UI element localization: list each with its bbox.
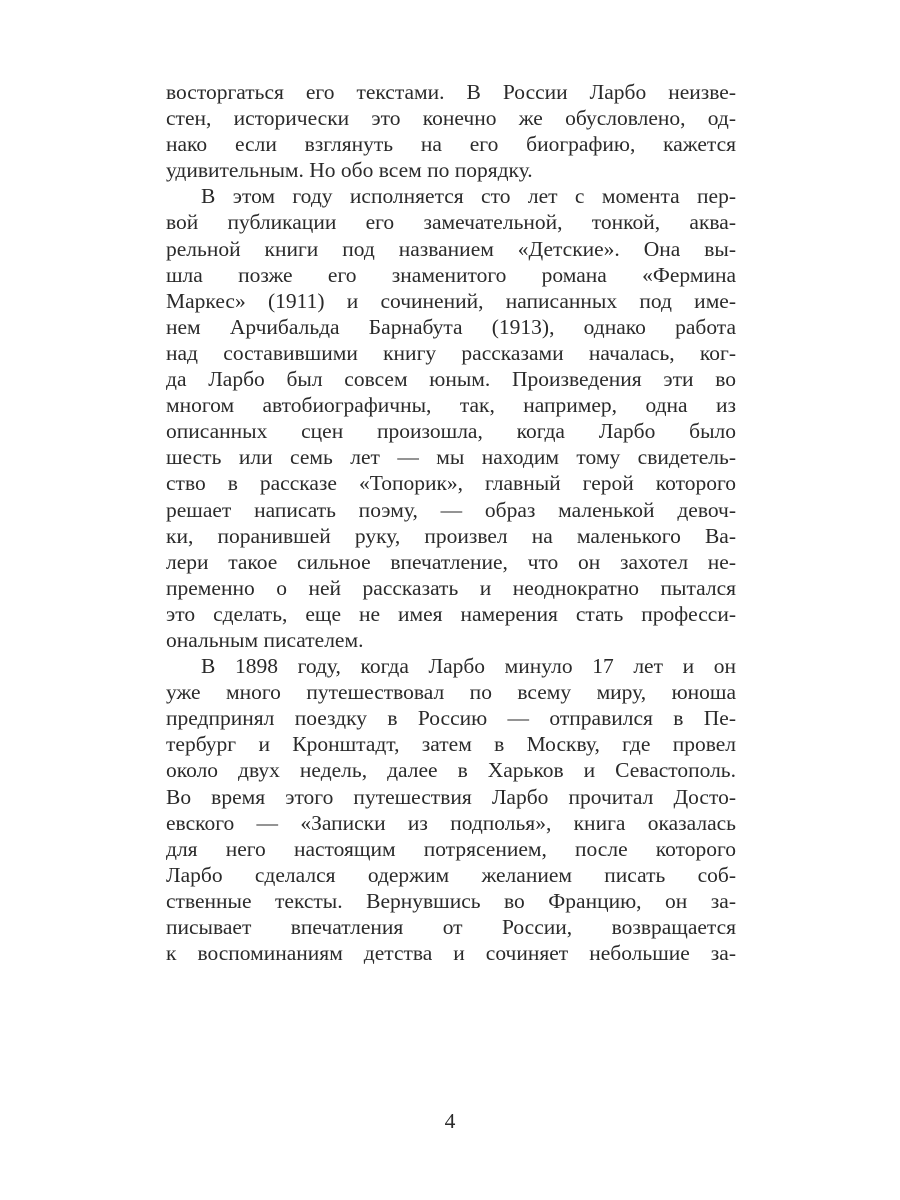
text-line: стен, исторически это конечно же обусловлено, од- [166,106,736,131]
text-line: Маркес» (1911) и сочинений, написанных под име- [166,288,736,313]
text-line: шла позже его знаменитого романа «Фермина [166,262,736,287]
text-line: вой публикации его замечательной, тонкой, аква- [166,210,736,235]
page-number: 4 [444,1109,456,1133]
page-body [166,79,736,966]
text-line: удивительным. Но обо всем по порядку. [166,158,533,183]
text-line: рельной книги под названием «Детские». Она вы- [166,236,736,261]
text-line: евского — «Записки из подполья», книга оказалась [166,810,736,835]
text-line: многом автобиографичны, так, например, одна из [166,393,736,418]
text-line: нако если взглянуть на его биографию, кажется [166,132,736,157]
text-line: пременно о ней рассказать и неоднократно пытался [166,575,736,600]
text-line: предпринял поездку в Россию — отправился в Пе- [166,706,736,731]
text-line: лери такое сильное впечатление, что он захотел не- [166,549,736,574]
text-line: писывает впечатления от России, возвращается [166,915,736,939]
text-line: восторгаться его текстами. В России Ларбо неизве- [166,80,736,104]
text-line: ственные тексты. Вернувшись во Францию, он за- [166,888,736,913]
text-line: к воспоминаниям детства и сочиняет небольшие за- [166,941,736,966]
text-line: тербург и Кронштадт, затем в Москву, где провел [166,732,736,757]
text-line: для него настоящим потрясением, после которого [166,836,736,861]
text-line: уже много путешествовал по всему миру, юноша [166,680,736,705]
text-line: В 1898 году, когда Ларбо минуло 17 лет и он [201,654,736,679]
text-line: ство в рассказе «Топорик», главный герой которого [166,471,736,496]
text-line: ональным писателем. [166,627,364,652]
text-line: Во время этого путешествия Ларбо прочитал Досто- [166,784,736,809]
text-line: В этом году исполняется сто лет с момента пер- [201,184,736,209]
text-line: шесть или семь лет — мы находим тому свидетель- [166,445,736,470]
text-line: решает написать поэму, — образ маленькой девоч- [166,497,736,522]
text-line: Ларбо сделался одержим желанием писать соб- [166,862,736,887]
text-line: около двух недель, далее в Харьков и Севастополь. [166,758,736,783]
text-line: над составившими книгу рассказами началась, ког- [166,340,736,365]
text-line: нем Арчибальда Барнабута (1913), однако работа [166,314,736,339]
text-line: это сделать, еще не имея намерения стать професси- [166,601,736,626]
text-line: да Ларбо был совсем юным. Произведения эти во [166,367,736,392]
text-line: ки, поранившей руку, произвел на маленького Ва- [166,523,736,548]
text-line: описанных сцен произошла, когда Ларбо было [166,419,736,444]
